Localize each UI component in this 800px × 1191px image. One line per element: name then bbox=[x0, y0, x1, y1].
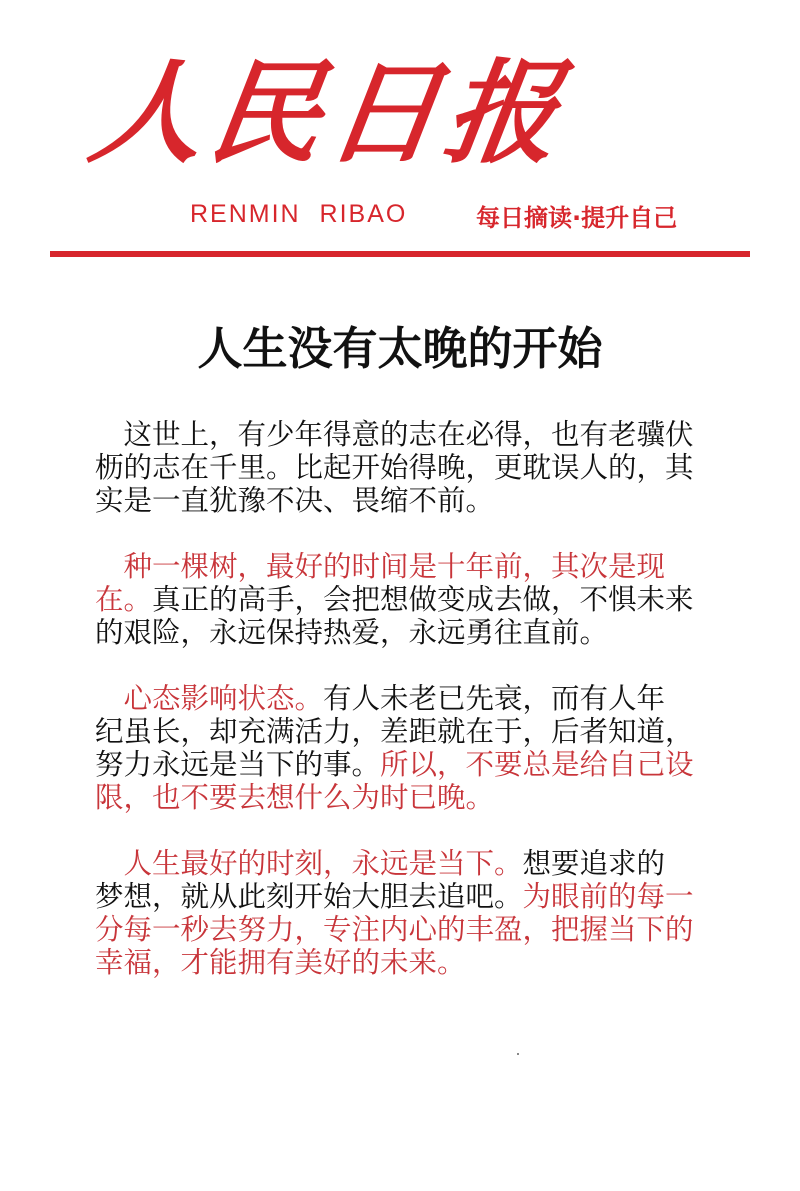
paragraph bbox=[95, 847, 725, 979]
highlighted-text: 限，也不要去想什么为时已晚。 bbox=[95, 781, 495, 814]
text-line bbox=[95, 913, 725, 946]
text-line bbox=[95, 847, 725, 880]
text-line bbox=[95, 583, 725, 616]
text-line bbox=[95, 550, 725, 583]
text-line bbox=[95, 946, 725, 979]
slogan: 每日摘读·提升自己 bbox=[476, 204, 678, 232]
article-body bbox=[95, 418, 725, 1012]
newspaper-logo: 人民日报 bbox=[82, 48, 574, 179]
highlighted-text: 在。 bbox=[95, 583, 153, 616]
logo-pinyin: RENMIN RIBAO bbox=[190, 200, 408, 228]
highlighted-text: 分每一秒去努力，专注内心的丰盈，把握当下的 bbox=[95, 913, 694, 946]
body-text: 真正的高手，会把想做变成去做，不惧未来 bbox=[152, 583, 694, 616]
body-text: 这世上，有少年得意的志在必得，也有老骥伏 bbox=[95, 418, 694, 451]
body-text: 梦想，就从此刻开始大胆去追吧。 bbox=[95, 880, 523, 913]
highlighted-text: 为眼前的每一 bbox=[522, 880, 694, 913]
paragraph bbox=[95, 418, 725, 517]
text-line bbox=[95, 682, 725, 715]
text-line bbox=[95, 418, 725, 451]
text-line bbox=[95, 715, 725, 748]
body-text: 实是一直犹豫不决、畏缩不前。 bbox=[95, 484, 495, 517]
body-text: 努力永远是当下的事。 bbox=[95, 748, 381, 781]
text-line bbox=[95, 748, 725, 781]
text-line bbox=[95, 451, 725, 484]
paragraph bbox=[95, 550, 725, 649]
body-text: 的艰险，永远保持热爱，永远勇往直前。 bbox=[95, 616, 609, 649]
text-line bbox=[95, 484, 725, 517]
text-line bbox=[95, 781, 725, 814]
body-text: 纪虽长，却充满活力，差距就在于，后者知道， bbox=[95, 715, 694, 748]
body-text: 枥的志在千里。比起开始得晚，更耽误人的，其 bbox=[95, 451, 694, 484]
header-divider bbox=[50, 251, 750, 257]
highlighted-text: 幸福，才能拥有美好的未来。 bbox=[95, 946, 466, 979]
paragraph bbox=[95, 682, 725, 814]
highlighted-text: 心态影响状态。 bbox=[95, 682, 324, 715]
text-line bbox=[95, 880, 725, 913]
body-text: 想要追求的 bbox=[522, 847, 666, 880]
highlighted-text: 所以，不要总是给自己设 bbox=[380, 748, 694, 781]
text-line bbox=[95, 616, 725, 649]
article-title: 人生没有太晚的开始 bbox=[197, 322, 603, 375]
highlighted-text: 种一棵树，最好的时间是十年前，其次是现 bbox=[95, 550, 666, 583]
body-text: 有人未老已先衰，而有人年 bbox=[323, 682, 666, 715]
highlighted-text: 人生最好的时刻，永远是当下。 bbox=[95, 847, 523, 880]
dot-mark bbox=[517, 1053, 519, 1055]
